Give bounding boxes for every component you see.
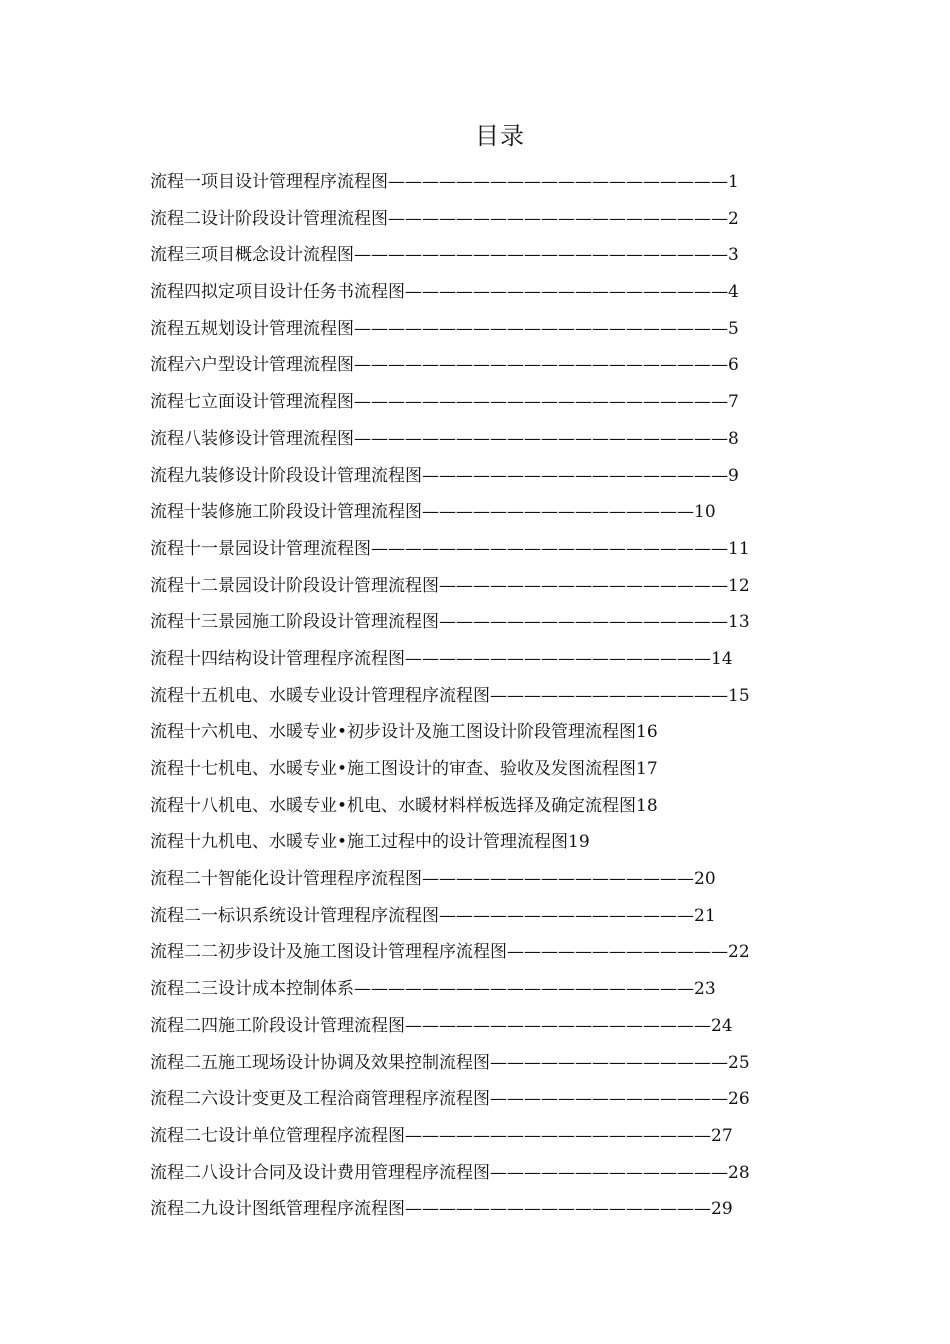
toc-entry-title: 流程九装修设计阶段设计管理流程图 bbox=[150, 465, 422, 486]
toc-entry-title: 流程二二初步设计及施工图设计管理程序流程图 bbox=[150, 942, 507, 963]
toc-entry-title: 流程七立面设计管理流程图 bbox=[150, 392, 354, 413]
toc-page-number: 22 bbox=[728, 942, 750, 963]
toc-page-number: 2 bbox=[728, 208, 739, 229]
toc-leader: —————————————————————— bbox=[354, 245, 728, 266]
toc-leader: ————————————— bbox=[507, 942, 728, 963]
toc-page-number: 7 bbox=[728, 392, 739, 413]
toc-page-number: 18 bbox=[636, 795, 658, 816]
toc-leader: ——————————————— bbox=[439, 905, 694, 926]
toc-entry-title: 流程五规划设计管理流程图 bbox=[150, 318, 354, 339]
toc-page-number: 4 bbox=[728, 282, 739, 303]
toc-entry-title: 流程四拟定项目设计任务书流程图 bbox=[150, 282, 405, 303]
toc-leader: —————————————————————— bbox=[354, 392, 728, 413]
toc-entry-title: 流程二五施工现场设计协调及效果控制流程图 bbox=[150, 1052, 490, 1073]
toc-leader: ————————————————— bbox=[439, 575, 728, 596]
toc-entry[interactable] bbox=[150, 790, 790, 827]
toc-leader: ———————————————— bbox=[422, 502, 694, 523]
toc-entry-title: 流程二六设计变更及工程洽商管理程序流程图 bbox=[150, 1089, 490, 1110]
toc-leader: —————————————————— bbox=[405, 1125, 711, 1146]
toc-entry[interactable] bbox=[150, 606, 790, 643]
toc-entry[interactable] bbox=[150, 1083, 790, 1120]
toc-page-number: 10 bbox=[694, 502, 716, 523]
toc-leader: —————————————— bbox=[490, 1162, 728, 1183]
toc-leader: ————————————————————— bbox=[371, 538, 728, 559]
toc-page-number: 27 bbox=[711, 1125, 733, 1146]
toc-entry[interactable] bbox=[150, 166, 790, 203]
toc-entry-title: 流程二八设计合同及设计费用管理程序流程图 bbox=[150, 1162, 490, 1183]
toc-entry-title: 流程二九设计图纸管理程序流程图 bbox=[150, 1199, 405, 1220]
toc-leader: ————————————————— bbox=[439, 612, 728, 633]
toc-entry[interactable] bbox=[150, 900, 790, 937]
toc-page-number: 15 bbox=[728, 685, 750, 706]
toc-entry-title: 流程十一景园设计管理流程图 bbox=[150, 538, 371, 559]
toc-entry-title: 流程十九机电、水暖专业•施工过程中的设计管理流程图 bbox=[150, 832, 569, 853]
toc-entry[interactable] bbox=[150, 496, 790, 533]
toc-entry-title: 流程二设计阶段设计管理流程图 bbox=[150, 208, 388, 229]
toc-entry[interactable] bbox=[150, 276, 790, 313]
toc-entry[interactable] bbox=[150, 643, 790, 680]
toc-leader: ———————————————————— bbox=[388, 208, 728, 229]
toc-leader: —————————————————— bbox=[405, 1015, 711, 1036]
toc-entry-title: 流程十六机电、水暖专业•初步设计及施工图设计阶段管理流程图 bbox=[150, 722, 637, 743]
table-of-contents bbox=[150, 166, 790, 1230]
toc-page-number: 9 bbox=[728, 465, 739, 486]
toc-entry-title: 流程三项目概念设计流程图 bbox=[150, 245, 354, 266]
toc-entry-title: 流程十八机电、水暖专业•机电、水暖材料样板选择及确定流程图 bbox=[150, 795, 637, 816]
toc-leader: —————————————————— bbox=[405, 648, 711, 669]
toc-leader: —————————————— bbox=[490, 1089, 728, 1110]
toc-entry[interactable] bbox=[150, 423, 790, 460]
toc-entry-title: 流程二三设计成本控制体系 bbox=[150, 979, 354, 1000]
toc-entry-title: 流程二十智能化设计管理程序流程图 bbox=[150, 869, 422, 890]
toc-entry[interactable] bbox=[150, 313, 790, 350]
toc-page-number: 6 bbox=[728, 355, 739, 376]
toc-page-number: 24 bbox=[711, 1015, 733, 1036]
toc-entry[interactable] bbox=[150, 863, 790, 900]
toc-page-number: 8 bbox=[728, 428, 739, 449]
toc-entry[interactable] bbox=[150, 1010, 790, 1047]
toc-entry-title: 流程二四施工阶段设计管理流程图 bbox=[150, 1015, 405, 1036]
page-title: 目录 bbox=[475, 122, 525, 150]
toc-entry[interactable] bbox=[150, 460, 790, 497]
toc-page-number: 1 bbox=[728, 172, 739, 192]
toc-entry-title: 流程二七设计单位管理程序流程图 bbox=[150, 1125, 405, 1146]
toc-leader: ———————————————————— bbox=[354, 979, 694, 1000]
toc-entry[interactable] bbox=[150, 1047, 790, 1084]
toc-page-number: 13 bbox=[728, 612, 750, 633]
toc-leader: —————————————— bbox=[490, 685, 728, 706]
toc-entry[interactable] bbox=[150, 826, 790, 863]
toc-entry[interactable] bbox=[150, 936, 790, 973]
toc-entry-title: 流程一项目设计管理程序流程图 bbox=[150, 172, 388, 192]
toc-page-number: 29 bbox=[711, 1199, 733, 1220]
toc-entry[interactable] bbox=[150, 1157, 790, 1194]
toc-entry[interactable] bbox=[150, 680, 790, 717]
toc-leader: —————————————————————— bbox=[354, 318, 728, 339]
toc-page-number: 16 bbox=[636, 722, 658, 743]
toc-entry[interactable] bbox=[150, 973, 790, 1010]
toc-entry[interactable] bbox=[150, 1193, 790, 1230]
toc-entry[interactable] bbox=[150, 239, 790, 276]
toc-page-number: 17 bbox=[636, 759, 658, 779]
toc-entry-title: 流程十四结构设计管理程序流程图 bbox=[150, 648, 405, 669]
toc-entry[interactable] bbox=[150, 1120, 790, 1157]
toc-page-number: 14 bbox=[711, 648, 733, 669]
toc-leader: —————————————————— bbox=[405, 1199, 711, 1220]
toc-entry-title: 流程二一标识系统设计管理程序流程图 bbox=[150, 905, 439, 926]
toc-page-number: 12 bbox=[728, 575, 750, 596]
toc-entry-title: 流程十三景园施工阶段设计管理流程图 bbox=[150, 612, 439, 633]
toc-leader: —————————————— bbox=[490, 1052, 728, 1073]
toc-leader: ——————————————————— bbox=[405, 282, 728, 303]
toc-leader: ———————————————— bbox=[422, 869, 694, 890]
toc-page-number: 5 bbox=[728, 318, 739, 339]
toc-page-number: 21 bbox=[694, 905, 716, 926]
toc-page-number: 25 bbox=[728, 1052, 750, 1073]
toc-leader: —————————————————————— bbox=[354, 355, 728, 376]
toc-page-number: 11 bbox=[728, 538, 750, 559]
toc-leader: —————————————————— bbox=[422, 465, 728, 486]
toc-entry-title: 流程六户型设计管理流程图 bbox=[150, 355, 354, 376]
toc-entry-title: 流程十五机电、水暖专业设计管理程序流程图 bbox=[150, 685, 490, 706]
toc-entry[interactable] bbox=[150, 349, 790, 386]
toc-leader: —————————————————————— bbox=[354, 428, 728, 449]
toc-entry[interactable] bbox=[150, 533, 790, 570]
toc-entry-title: 流程十二景园设计阶段设计管理流程图 bbox=[150, 575, 439, 596]
toc-entry[interactable] bbox=[150, 570, 790, 607]
toc-page-number: 20 bbox=[694, 869, 716, 890]
toc-leader: ———————————————————— bbox=[388, 172, 728, 192]
toc-page-number: 26 bbox=[728, 1089, 750, 1110]
toc-entry-title: 流程十七机电、水暖专业•施工图设计的审查、验收及发图流程图 bbox=[150, 759, 637, 779]
toc-page-number: 23 bbox=[694, 979, 716, 1000]
toc-entry[interactable] bbox=[150, 386, 790, 423]
toc-page-number: 28 bbox=[728, 1162, 750, 1183]
toc-page-number: 19 bbox=[568, 832, 590, 853]
toc-entry-title: 流程十装修施工阶段设计管理流程图 bbox=[150, 502, 422, 523]
toc-entry[interactable] bbox=[150, 716, 790, 753]
toc-entry[interactable] bbox=[150, 753, 790, 790]
toc-page-number: 3 bbox=[728, 245, 739, 266]
toc-entry[interactable] bbox=[150, 203, 790, 240]
toc-entry-title: 流程八装修设计管理流程图 bbox=[150, 428, 354, 449]
